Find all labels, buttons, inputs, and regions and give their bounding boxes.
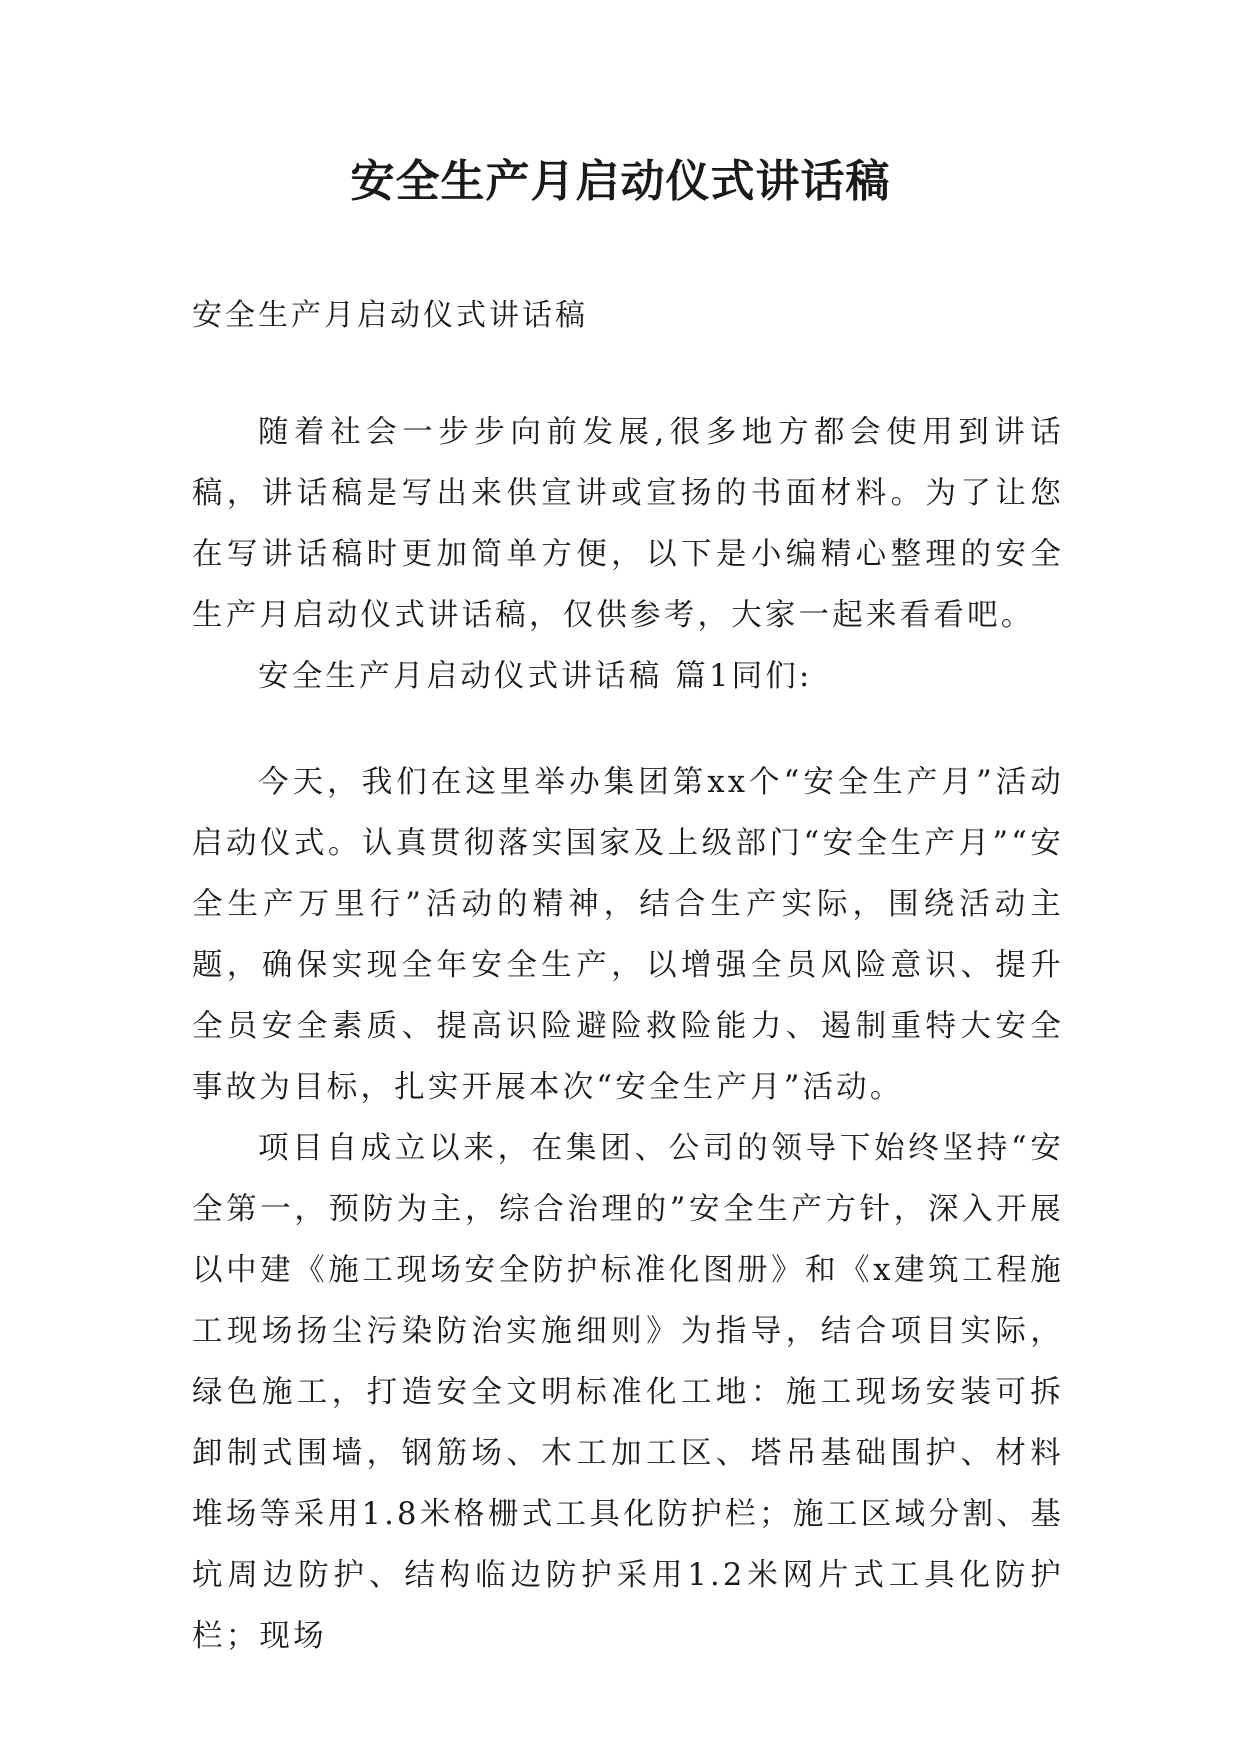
body-paragraph: 今天，我们在这里举办集团第xx个“安全生产月”活动启动仪式。认真贯彻落实国家及上级部门“安全生产月”“安全生产万里行”活动的精神，结合生产实际，围绕活动主题，确保实现全年安全生产，以增强全员风险意识、提升全员安全素质、提高识险避险救险能力、遏制重特大安全事故为目标，扎实开展本次“安全生产月”活动。	[192, 765, 1064, 1105]
document-subtitle: 安全生产月启动仪式讲话稿	[192, 298, 588, 333]
body-paragraph: 项目自成立以来，在集团、公司的领导下始终坚持“安全第一，预防为主，综合治理的”安全生产方针，深入开展以中建《施工现场安全防护标准化图册》和《x建筑工程施工现场扬尘污染防治实施细则》为指导，结合项目实际，绿色施工，打造安全文明标准化工地：施工现场安装可拆卸制式围墙，钢筋场、木工加工区、塔吊基础围护、材料堆场等采用1.8米格栅式工具化防护栏；施工区域分割、基坑周边防护、结构临边防护采用1.2米网片式工具化防护栏；现场	[192, 1131, 1064, 1654]
intro-paragraph: 随着社会一步步向前发展,很多地方都会使用到讲话稿，讲话稿是写出来供宣讲或宣扬的书面材料。为了让您在写讲话稿时更加简单方便，以下是小编精心整理的安全生产月启动仪式讲话稿，仅供参考，大家一起来看看吧。	[192, 415, 1064, 633]
section-heading-paragraph: 安全生产月启动仪式讲话稿 篇1同们:	[258, 659, 813, 694]
document-title: 安全生产月启动仪式讲话稿	[350, 156, 891, 207]
